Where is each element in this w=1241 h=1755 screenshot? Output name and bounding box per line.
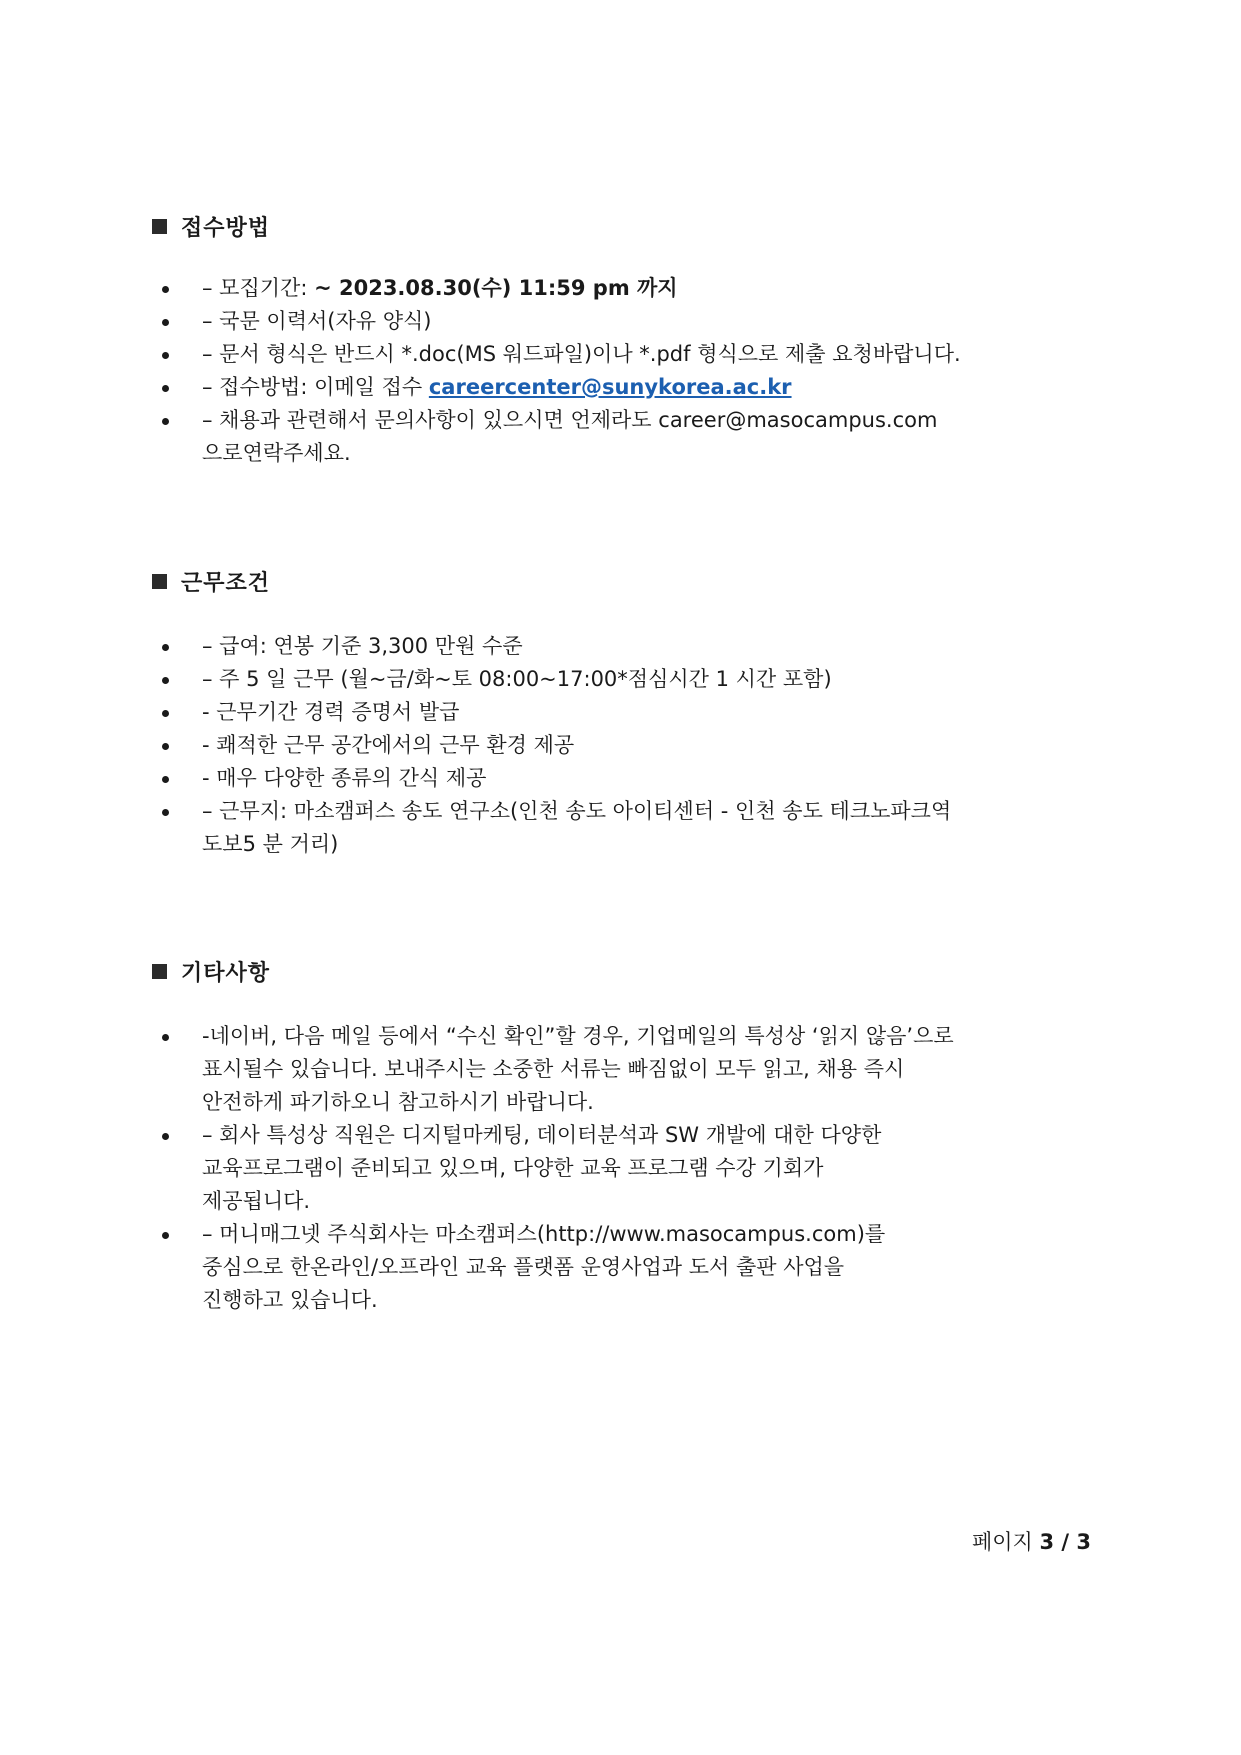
list-item — [162, 1020, 954, 1119]
item-text: – 접수방법: 이메일 접수 — [202, 375, 429, 399]
page-label: 페이지 — [971, 1530, 1033, 1554]
square-bullet-icon — [152, 964, 167, 979]
item-text: 도보5 분 거리) — [202, 832, 339, 856]
item-text: – 급여: 연봉 기준 3,300 만원 수준 — [202, 634, 523, 658]
section-conditions — [152, 565, 1072, 597]
square-bullet-icon — [152, 574, 167, 589]
section-title: 근무조건 — [181, 570, 271, 596]
item-text: – 머니매그넷 주식회사는 마소캠퍼스(http://www.masocampus.com)를 — [202, 1222, 886, 1246]
section-application — [152, 210, 1072, 242]
bullet-icon — [162, 385, 169, 392]
bullet-icon — [162, 319, 169, 326]
bullet-icon — [162, 1034, 169, 1041]
item-text: – 문서 형식은 반드시 *.doc(MS 워드파일)이나 *.pdf 형식으로 제출 요청바랍니다. — [202, 342, 961, 366]
list-item — [162, 1119, 954, 1218]
section-etc — [152, 955, 1072, 987]
item-text: – 채용과 관련해서 문의사항이 있으시면 언제라도 career@masocampus.com — [202, 408, 938, 432]
list-item — [162, 371, 961, 404]
bullet-icon — [162, 710, 169, 717]
item-text: 진행하고 있습니다. — [202, 1288, 378, 1312]
item-text: -네이버, 다음 메일 등에서 “수신 확인”할 경우, 기업메일의 특성상 ‘읽지 않음’으로 — [202, 1024, 954, 1048]
list-item — [162, 305, 961, 338]
list-item — [162, 729, 951, 762]
list-item — [162, 795, 951, 861]
item-text: 표시될수 있습니다. 보내주시는 소중한 서류는 빠짐없이 모두 읽고, 채용 즉시 — [202, 1057, 905, 1081]
bullet-icon — [162, 743, 169, 750]
list-item — [162, 338, 961, 371]
deadline-text: ~ 2023.08.30(수) 11:59 pm 까지 — [314, 276, 678, 300]
bullet-icon — [162, 286, 169, 293]
section-heading — [152, 210, 1072, 242]
section-heading — [152, 565, 1072, 597]
etc-list — [162, 1020, 954, 1317]
item-text: – 주 5 일 근무 (월~금/화~토 08:00~17:00*점심시간 1 시간 포함) — [202, 667, 832, 691]
bullet-icon — [162, 1133, 169, 1140]
item-text: – 국문 이력서(자유 양식) — [202, 309, 432, 333]
list-item — [162, 696, 951, 729]
item-text: 으로연락주세요. — [202, 441, 351, 465]
bullet-icon — [162, 809, 169, 816]
bullet-icon — [162, 418, 169, 425]
list-item — [162, 663, 951, 696]
item-text: 안전하게 파기하오니 참고하시기 바랍니다. — [202, 1090, 594, 1114]
item-text: - 근무기간 경력 증명서 발급 — [202, 700, 460, 724]
page-count: 3 / 3 — [1039, 1530, 1091, 1554]
bullet-icon — [162, 677, 169, 684]
list-item — [162, 762, 951, 795]
item-text: 제공됩니다. — [202, 1189, 311, 1213]
section-heading — [152, 955, 1072, 987]
list-item — [162, 404, 961, 470]
item-text: 중심으로 한온라인/오프라인 교육 플랫폼 운영사업과 도서 출판 사업을 — [202, 1255, 845, 1279]
item-text: 교육프로그램이 준비되고 있으며, 다양한 교육 프로그램 수강 기회가 — [202, 1156, 824, 1180]
item-text: – 회사 특성상 직원은 디지털마케팅, 데이터분석과 SW 개발에 대한 다양한 — [202, 1123, 882, 1147]
section-title: 접수방법 — [181, 215, 271, 241]
list-item — [162, 272, 961, 305]
bullet-icon — [162, 352, 169, 359]
item-text: – 근무지: 마소캠퍼스 송도 연구소(인천 송도 아이티센터 - 인천 송도 테크노파크역 — [202, 799, 952, 823]
application-list — [162, 272, 961, 470]
bullet-icon — [162, 776, 169, 783]
section-title: 기타사항 — [181, 960, 271, 986]
list-item — [162, 630, 951, 663]
bullet-icon — [162, 1232, 169, 1239]
conditions-list — [162, 630, 951, 861]
page-number — [972, 1526, 1091, 1556]
square-bullet-icon — [152, 219, 167, 234]
item-text: - 매우 다양한 종류의 간식 제공 — [202, 766, 487, 790]
list-item — [162, 1218, 954, 1317]
item-text: – 모집기간: — [202, 276, 315, 300]
bullet-icon — [162, 644, 169, 651]
email-link[interactable]: careercenter@sunykorea.ac.kr — [428, 375, 792, 399]
item-text: - 쾌적한 근무 공간에서의 근무 환경 제공 — [202, 733, 575, 757]
